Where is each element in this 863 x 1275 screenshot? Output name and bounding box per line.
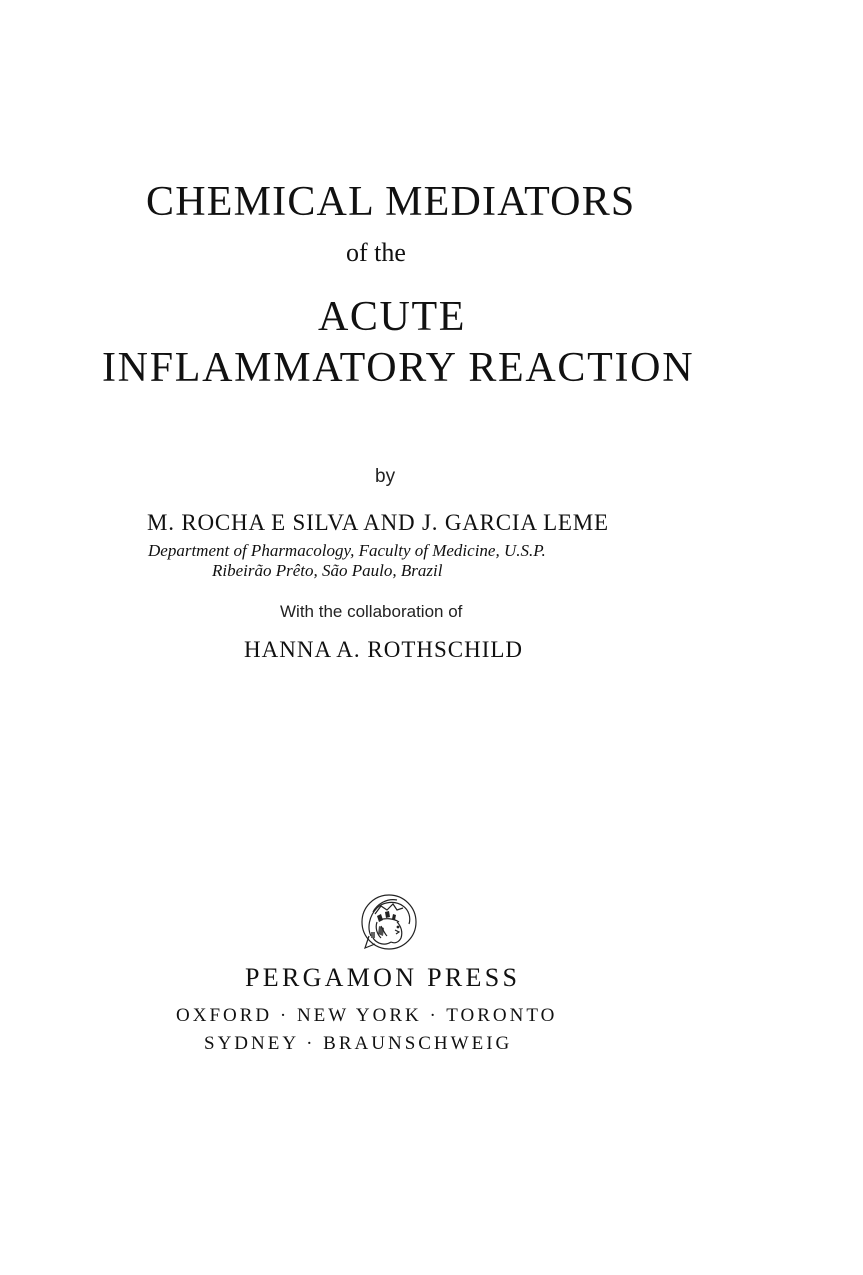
publisher-cities-line-1: OXFORD · NEW YORK · TORONTO xyxy=(176,1005,558,1026)
title-line-2: of the xyxy=(346,238,406,267)
collaboration-label: With the collaboration of xyxy=(280,602,463,621)
publisher-name: PERGAMON PRESS xyxy=(245,963,521,992)
pergamon-athena-head-icon xyxy=(351,892,423,954)
publisher-cities-line-2: SYDNEY · BRAUNSCHWEIG xyxy=(204,1033,513,1054)
authors: M. ROCHA E SILVA AND J. GARCIA LEME xyxy=(147,510,609,535)
collaborator-name: HANNA A. ROTHSCHILD xyxy=(244,637,524,662)
affiliation-line-2: Ribeirão Prêto, São Paulo, Brazil xyxy=(212,561,443,580)
title-line-4: INFLAMMATORY REACTION xyxy=(102,345,695,391)
title-line-1: CHEMICAL MEDIATORS xyxy=(146,179,636,225)
by-label: by xyxy=(375,466,396,487)
title-line-3: ACUTE xyxy=(318,294,466,340)
affiliation-line-1: Department of Pharmacology, Faculty of Medicine, U.S.P. xyxy=(148,541,546,560)
